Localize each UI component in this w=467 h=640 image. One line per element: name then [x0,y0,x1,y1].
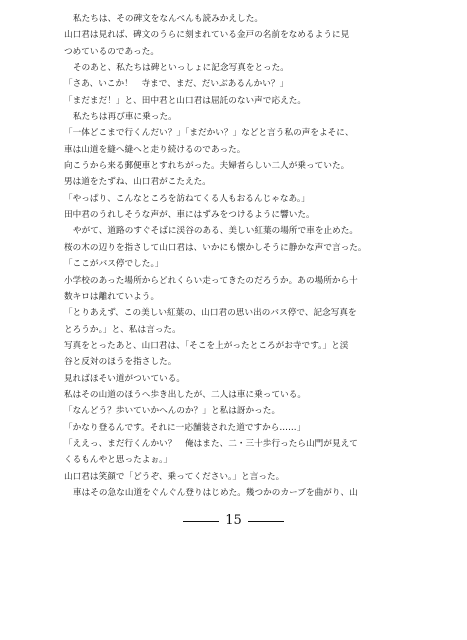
text-line: 男は道をたずね、山口君がこたえた。 [64,177,211,188]
text-line: とろうか。」と、私は言った。 [64,324,181,335]
right-rule [248,521,284,522]
text-line: やがて、道路のすぐそばに渓谷のある、美しい紅葉の場所で車を止めた。 [73,226,359,237]
text-line: 「一体どこまで行くんだい？」「まだかい？」などと言う私の声をよそに、 [64,128,354,139]
text-line: 車はその急な山道をぐんぐん登りはじめた。幾つかのカーブを曲がり、山 [73,487,358,498]
text-line: 「さあ、いこか！ 寺まで、まだ、だいぶあるんかい？」 [64,79,289,90]
text-line: 山口君は笑顔で「どうぞ、乗ってください。」と言った。 [64,471,285,482]
text-line: 見ればほそい道がついている。 [64,373,186,384]
text-line: 谷と反対のほうを指さした。 [64,357,177,368]
text-line: 私たちは、その碑文をなんべんも読みかえした。 [73,14,263,24]
text-line: 「ええっ、まだ行くんかい？ 俺はまた、二・三十歩行ったら山門が見えて [64,438,358,449]
page-footer [0,511,467,531]
text-line: 数キロは離れていよう。 [64,291,160,302]
page-number: 15 [225,513,242,528]
text-line: 桜の木の辺りを指さして山口君は、いかにも懐かしそうに静かな声で言った。 [64,242,367,253]
text-line: 向こうから来る郵便車とすれちがった。夫婦者らしい二人が乗っていた。 [64,161,350,172]
text-line: 小学校のあった場所からどれくらい走ってきたのだろうか。あの場所から十 [64,275,358,286]
text-line: くるもんやと思ったよぉ。」 [64,455,173,466]
text-line: 「まだまだ！」と、田中君と山口君は屈託のない声で応えた。 [64,95,307,106]
left-rule [183,521,219,522]
text-line: 「やっぱり、こんなところを訪ねてくる人もおるんじゃなあ。」 [64,193,310,204]
text-line: 田中君のうれしそうな声が、車にはずみをつけるように響いた。 [64,210,315,221]
text-line: 「とりあえず、この美しい紅葉の、山口君の思い出のバス停で、記念写真を [64,308,357,319]
text-line: 車は山道を縫へ縫へと走り続けるのであった。 [64,144,246,155]
text-line: 私たちは再び車に乗った。 [73,112,177,123]
text-line: 「ここがバス停でした。」 [64,259,164,270]
text-line: つめているのであった。 [64,46,159,57]
text-line: 「なんどう？歩いていかへんのか？」と私は訝かった。 [64,406,281,417]
body-text [64,11,424,501]
text-line: 私はその山道のほうへ歩き出したが、二人は車に乗っている。 [64,389,307,400]
text-line: 「かなり登るんです。それに一応舗装された道ですから……」 [64,422,306,433]
text-line: 写真をとったあと、山口君は、「そこを上がったところがお寺です。」と渓 [64,340,349,351]
text-line: 山口君は見れば、碑文のうらに刻まれている金戸の名前をなめるように見 [64,30,350,41]
text-line: そのあと、私たちは碑といっしょに記念写真をとった。 [73,63,289,74]
